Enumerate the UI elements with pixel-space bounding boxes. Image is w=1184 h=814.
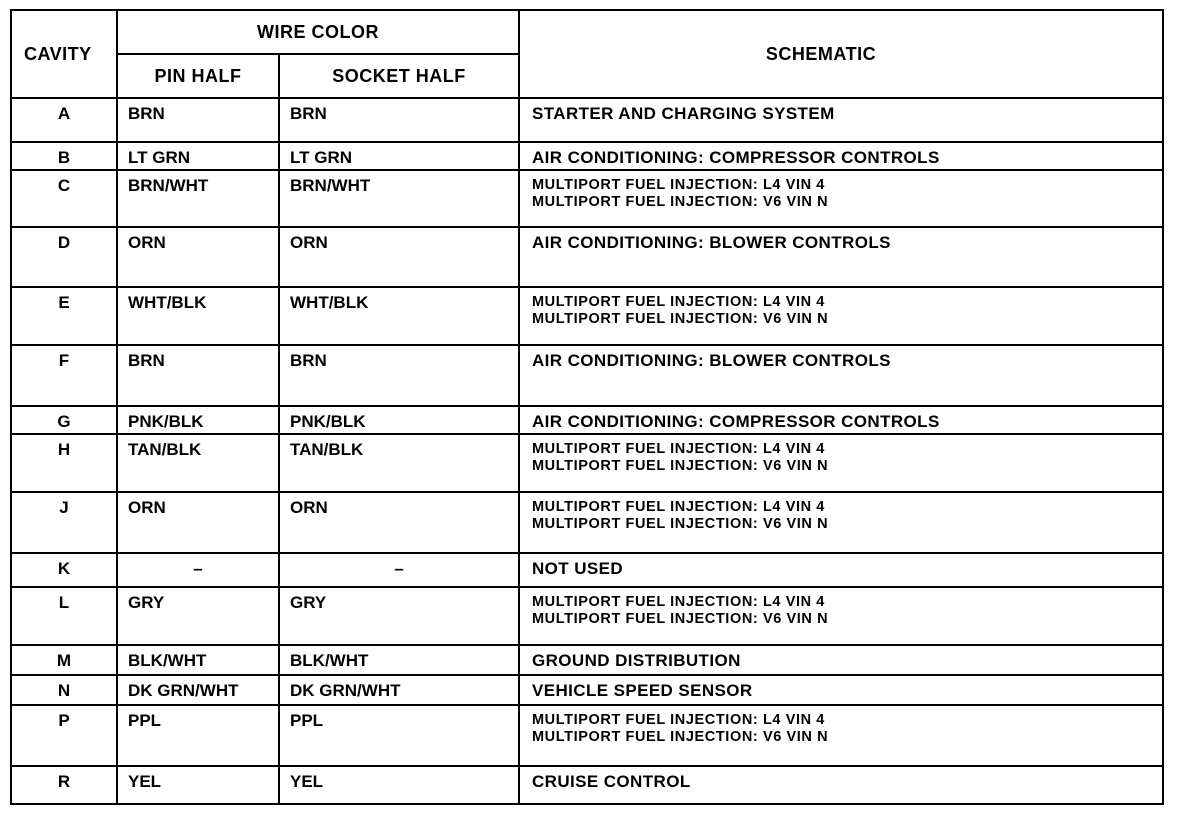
socket-half-color: BLK/WHT [290,651,369,671]
pin-half-color: ORN [128,498,166,518]
schematic-reference: MULTIPORT FUEL INJECTION: V6 VIN N [532,311,829,328]
pin-half-color: TAN/BLK [128,439,202,459]
cavity-label: P [58,711,70,731]
schematic-reference: MULTIPORT FUEL INJECTION: L4 VIN 4 [532,177,825,194]
pin-half-cell [117,434,279,492]
table-row [11,142,1163,170]
pin-half-cell [117,227,279,287]
wiring-table-sheet [10,9,1164,805]
cavity-cell [11,287,117,345]
cavity-label: H [57,439,71,459]
schematic-reference: AIR CONDITIONING: BLOWER CONTROLS [532,232,891,252]
pin-half-color: BLK/WHT [128,651,207,671]
schematic-reference: AIR CONDITIONING: BLOWER CONTROLS [532,351,891,371]
socket-half-color: YEL [290,771,324,791]
socket-half-cell [279,675,519,705]
pin-half-cell [117,345,279,405]
schematic-reference: MULTIPORT FUEL INJECTION: V6 VIN N [532,516,829,533]
socket-half-color: ORN [290,498,328,518]
socket-half-cell [279,98,519,142]
schematic-cell [519,645,1163,675]
schematic-reference: MULTIPORT FUEL INJECTION: V6 VIN N [532,457,829,474]
socket-half-cell [279,587,519,645]
schematic-cell [519,553,1163,587]
socket-half-cell [279,705,519,765]
schematic-reference: STARTER AND CHARGING SYSTEM [532,104,835,123]
cavity-cell [11,227,117,287]
cavity-label: G [57,411,71,431]
schematic-reference: MULTIPORT FUEL INJECTION: V6 VIN N [532,194,829,211]
cavity-cell [11,705,117,765]
socket-half-cell [279,766,519,804]
socket-half-cell [279,170,519,226]
socket-half-cell [279,227,519,287]
schematic-reference: NOT USED [532,558,624,578]
schematic-reference: GROUND DISTRIBUTION [532,651,741,671]
pin-half-cell [117,553,279,587]
pin-half-color: GRY [128,592,165,612]
pin-half-color: BRN [128,351,165,371]
table-row [11,227,1163,287]
schematic-cell [519,345,1163,405]
table-row [11,98,1163,142]
cavity-cell [11,766,117,804]
schematic-cell [519,406,1163,434]
socket-half-color: ORN [290,232,328,252]
pin-half-cell [117,587,279,645]
cavity-cell [11,170,117,226]
pin-half-color: PPL [128,711,162,731]
socket-half-color: DK GRN/WHT [290,681,401,701]
wire-color-header: WIRE COLOR [117,10,519,54]
table-row [11,434,1163,492]
table-row [11,587,1163,645]
pin-half-cell [117,406,279,434]
schematic-cell [519,766,1163,804]
socket-half-header: SOCKET HALF [279,54,519,98]
cavity-label: N [57,681,71,701]
schematic-reference: MULTIPORT FUEL INJECTION: L4 VIN 4 [532,712,825,729]
schematic-reference: MULTIPORT FUEL INJECTION: L4 VIN 4 [532,440,825,457]
pin-half-cell [117,492,279,552]
schematic-cell [519,705,1163,765]
table-row [11,766,1163,804]
schematic-reference: MULTIPORT FUEL INJECTION: V6 VIN N [532,610,829,627]
schematic-reference: MULTIPORT FUEL INJECTION: V6 VIN N [532,729,829,746]
cavity-cell [11,98,117,142]
header-row-top [11,10,1163,54]
cavity-header: CAVITY [11,10,117,98]
table-row [11,492,1163,552]
cavity-label: B [57,148,71,168]
cavity-label: K [57,558,71,578]
schematic-reference: AIR CONDITIONING: COMPRESSOR CONTROLS [532,411,940,431]
table-row [11,675,1163,705]
table-row [11,170,1163,226]
socket-half-cell [279,645,519,675]
schematic-cell [519,675,1163,705]
cavity-label: E [58,293,70,313]
cavity-label: F [58,351,70,371]
socket-half-cell [279,345,519,405]
cavity-label: J [59,498,69,518]
schematic-cell [519,492,1163,552]
pin-half-color: DK GRN/WHT [128,681,239,701]
table-body [11,98,1163,804]
schematic-reference: MULTIPORT FUEL INJECTION: L4 VIN 4 [532,499,825,516]
cavity-cell [11,434,117,492]
pin-half-header: PIN HALF [117,54,279,98]
socket-half-color: BRN [290,351,327,371]
pin-half-color: BRN [128,104,165,123]
table-row [11,705,1163,765]
schematic-reference: MULTIPORT FUEL INJECTION: L4 VIN 4 [532,294,825,311]
pin-half-cell [117,170,279,226]
cavity-cell [11,587,117,645]
schematic-header: SCHEMATIC [519,10,1163,98]
schematic-cell [519,170,1163,226]
cavity-label: A [57,104,71,123]
schematic-cell [519,227,1163,287]
schematic-reference: VEHICLE SPEED SENSOR [532,681,753,701]
schematic-reference: AIR CONDITIONING: COMPRESSOR CONTROLS [532,148,940,168]
schematic-reference: CRUISE CONTROL [532,771,691,791]
pin-half-color: BRN/WHT [128,176,209,196]
table-row [11,406,1163,434]
schematic-cell [519,142,1163,170]
cavity-cell [11,142,117,170]
pin-half-color: – [193,558,203,578]
socket-half-cell [279,287,519,345]
cavity-label: D [57,232,71,252]
socket-half-color: BRN [290,104,327,123]
pin-half-color: ORN [128,232,166,252]
socket-half-cell [279,492,519,552]
socket-half-color: PPL [290,711,324,731]
cavity-label: R [57,771,71,791]
cavity-cell [11,406,117,434]
connector-wiring-table [10,9,1164,805]
cavity-label: C [57,176,71,196]
cavity-cell [11,553,117,587]
pin-half-cell [117,705,279,765]
socket-half-color: PNK/BLK [290,411,366,431]
cavity-cell [11,492,117,552]
pin-half-color: LT GRN [128,148,191,168]
cavity-cell [11,675,117,705]
pin-half-color: WHT/BLK [128,293,207,313]
pin-half-cell [117,287,279,345]
socket-half-color: GRY [290,592,327,612]
table-row [11,553,1163,587]
socket-half-color: LT GRN [290,148,353,168]
pin-half-cell [117,98,279,142]
socket-half-color: WHT/BLK [290,293,369,313]
schematic-cell [519,98,1163,142]
schematic-cell [519,587,1163,645]
table-row [11,287,1163,345]
pin-half-cell [117,675,279,705]
pin-half-cell [117,766,279,804]
cavity-label: M [56,651,72,671]
pin-half-cell [117,142,279,170]
table-row [11,645,1163,675]
socket-half-cell [279,406,519,434]
socket-half-cell [279,434,519,492]
cavity-cell [11,645,117,675]
socket-half-cell [279,553,519,587]
schematic-reference: MULTIPORT FUEL INJECTION: L4 VIN 4 [532,593,825,610]
schematic-cell [519,434,1163,492]
schematic-cell [519,287,1163,345]
socket-half-color: – [394,558,404,578]
socket-half-color: TAN/BLK [290,439,364,459]
socket-half-color: BRN/WHT [290,176,371,196]
pin-half-color: PNK/BLK [128,411,204,431]
cavity-cell [11,345,117,405]
pin-half-cell [117,645,279,675]
socket-half-cell [279,142,519,170]
pin-half-color: YEL [128,771,162,791]
table-row [11,345,1163,405]
cavity-label: L [58,592,70,612]
